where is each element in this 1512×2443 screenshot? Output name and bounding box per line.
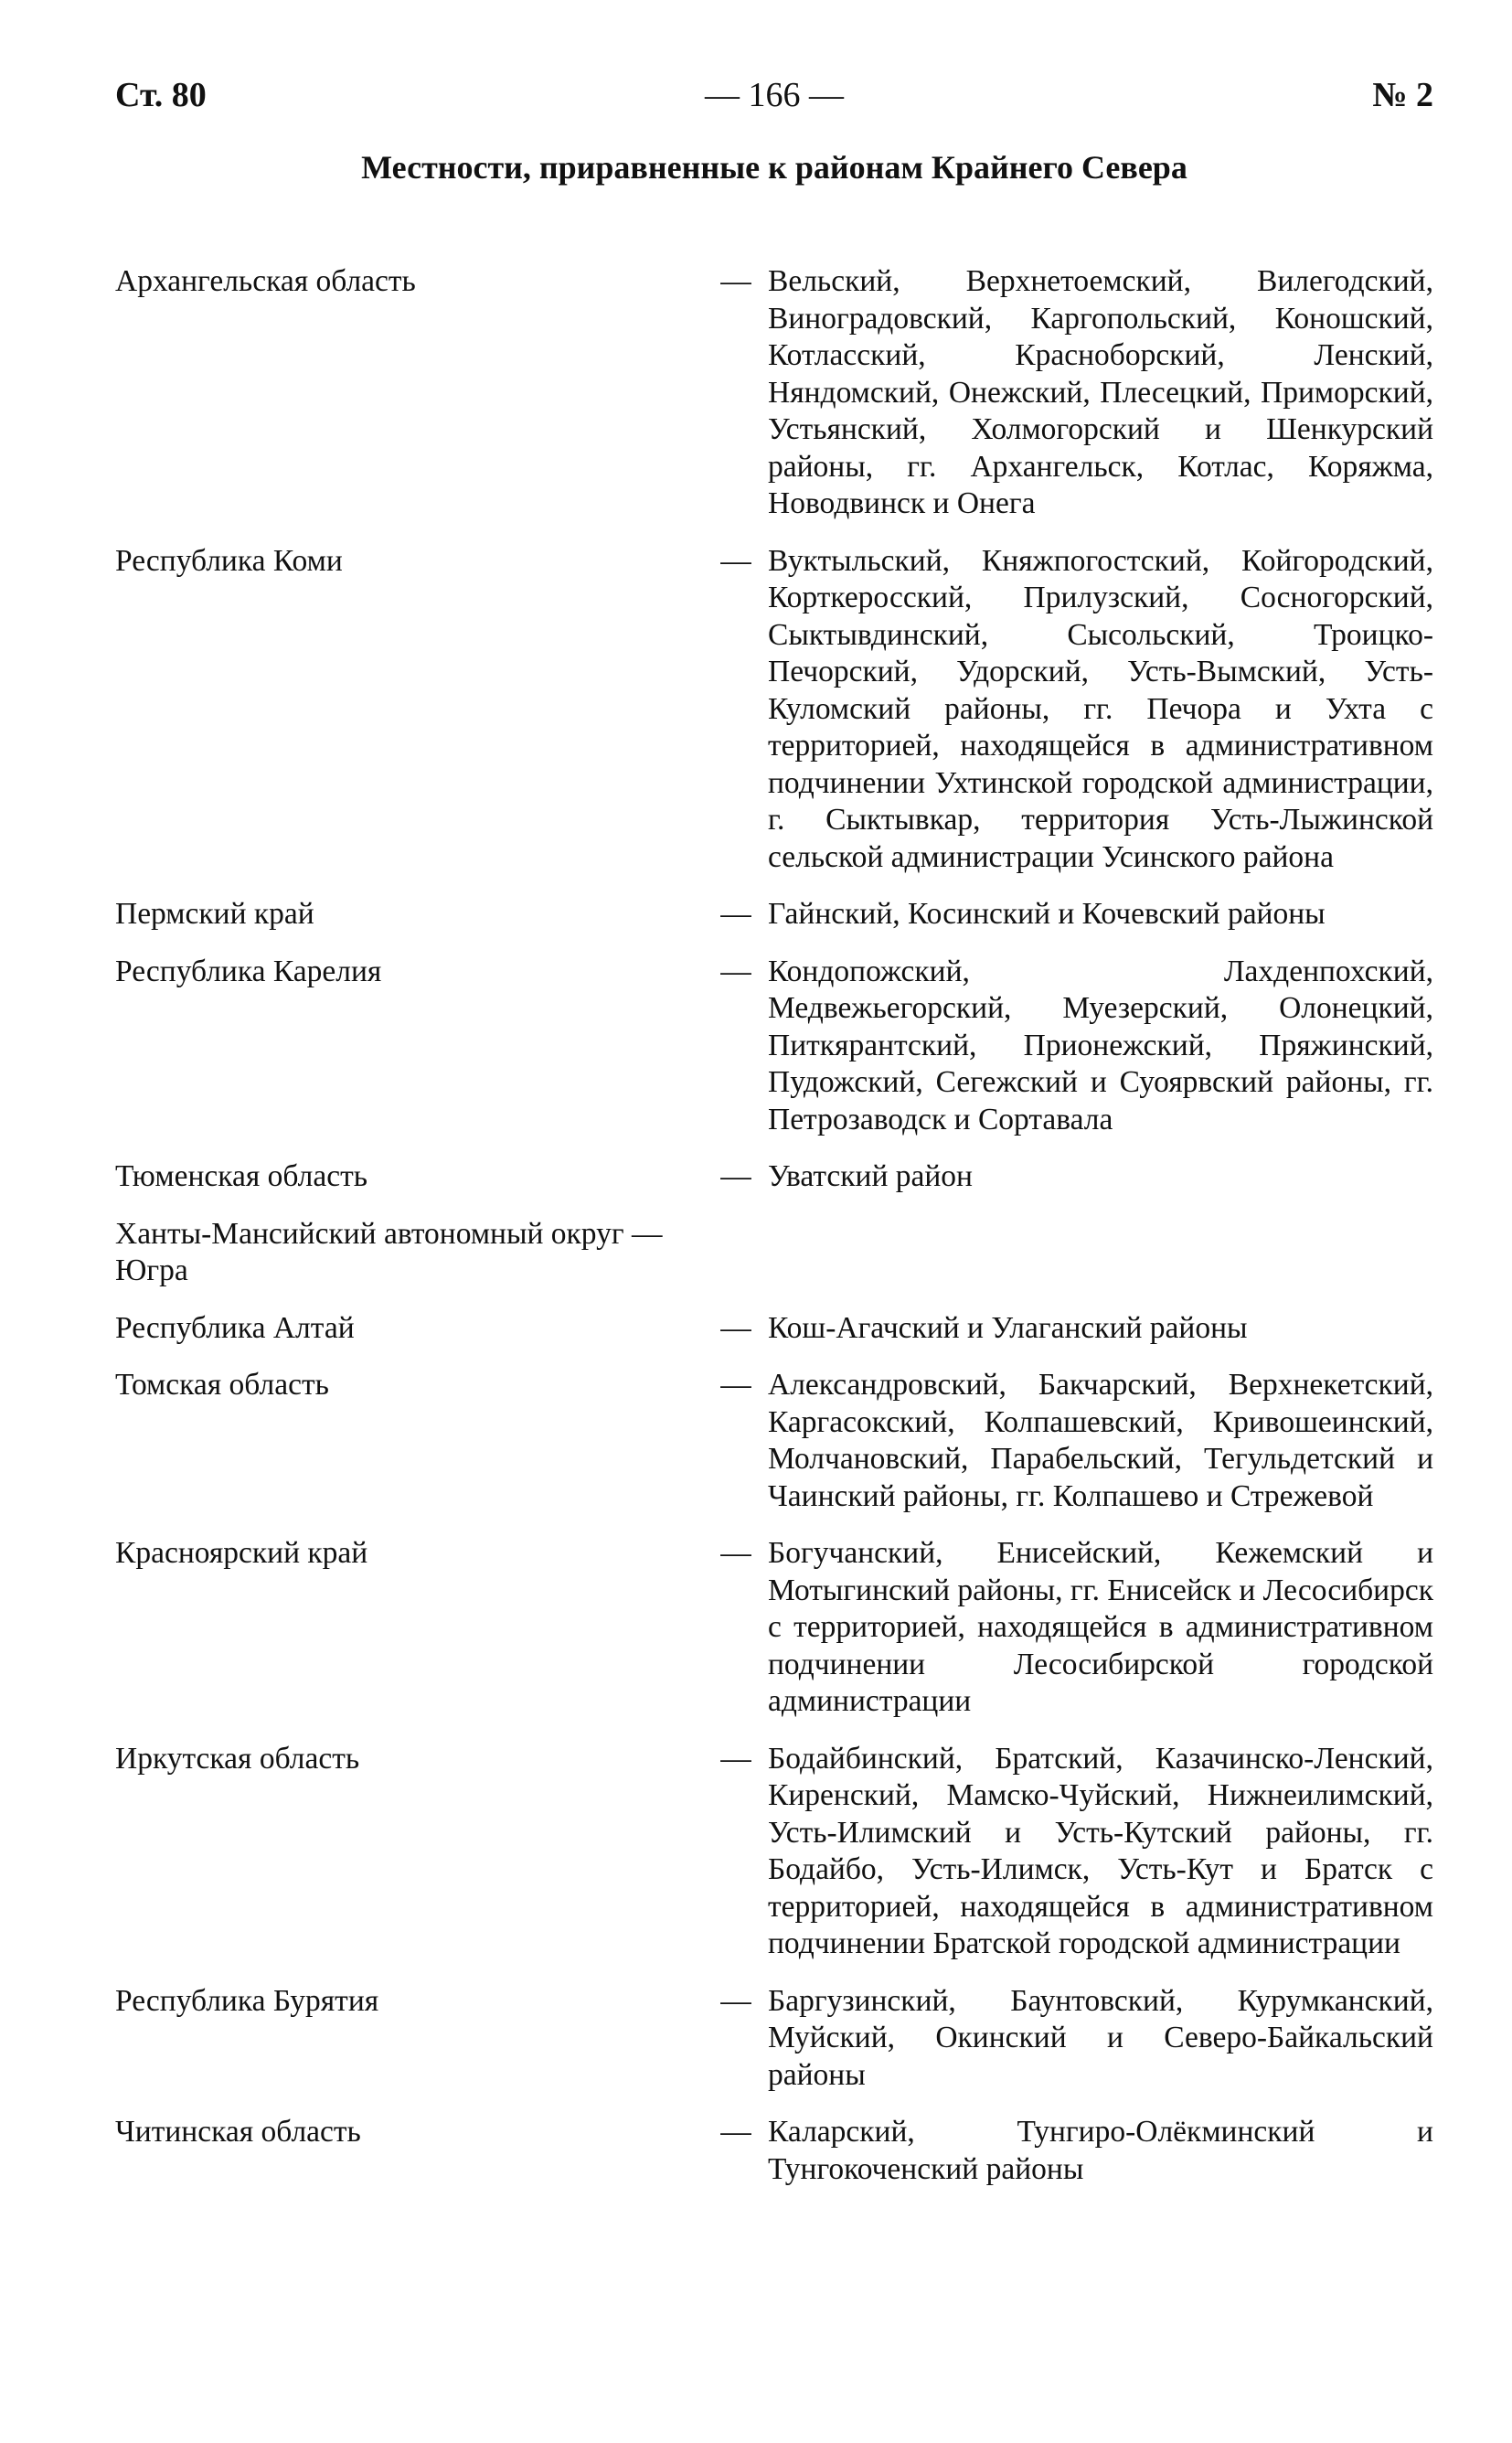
region-areas: Каларский, Тунгиро-Олёкминский и Тунгокоченский районы xyxy=(768,2115,1433,2186)
issue-number: № 2 xyxy=(1372,76,1433,114)
region-name: Республика Алтай xyxy=(115,1310,355,1345)
region-name: Иркутская область xyxy=(115,1741,360,1776)
region-name: Красноярский край xyxy=(115,1536,368,1570)
region-name: Пермский край xyxy=(115,897,314,931)
row-dash: — xyxy=(720,1536,751,1570)
region-row xyxy=(115,1535,1433,1721)
page-header xyxy=(115,75,1433,130)
region-areas: Бодайбинский, Братский, Казачинско-Ленский, Киренский, Мамско-Чуйский, Нижнеилимский, Усть-Илимский и Усть-Кутский районы, гг. Бодайбо, Усть-Илимск, Усть-Кут и Братск с территорией, находящейся в административном подчинении Братской городской администрации xyxy=(768,1741,1433,1960)
page-title: Местности, приравненные к районам Крайнего Севера xyxy=(361,149,1187,186)
region-name: Ханты-Мансийский автономный округ — Югра xyxy=(115,1216,663,1287)
region-row xyxy=(115,896,1433,933)
region-name: Архангельская область xyxy=(115,264,416,298)
region-name: Тюменская область xyxy=(115,1159,367,1193)
region-row xyxy=(115,1367,1433,1515)
row-dash: — xyxy=(720,2115,751,2149)
row-dash: — xyxy=(720,543,751,578)
region-areas: Уватский район xyxy=(768,1159,973,1193)
region-row xyxy=(115,1216,1433,1290)
region-name: Республика Коми xyxy=(115,543,343,578)
region-row xyxy=(115,1158,1433,1196)
region-name: Республика Бурятия xyxy=(115,1983,379,2018)
row-dash: — xyxy=(720,1310,751,1345)
region-areas: Баргузинский, Баунтовский, Курумканский, Муйский, Окинский и Северо-Байкальский районы xyxy=(768,1983,1433,2092)
row-dash: — xyxy=(720,1741,751,1776)
region-areas: Вуктыльский, Княжпогостский, Койгородский, Корткеросский, Прилузский, Сосногорский, Сыктывдинский, Сысольский, Троицко-Печорский, Удорский, Усть-Вымский, Усть-Куломский районы, гг. Печора и Ухта с территорией, находящейся в административном подчинении Ухтинской городской администрации, г. Сыктывкар, территория Усть-Лыжинской сельской администрации Усинского района xyxy=(768,543,1433,874)
region-row xyxy=(115,954,1433,1139)
regions-list xyxy=(115,263,1433,2208)
region-row xyxy=(115,2114,1433,2188)
region-row xyxy=(115,1983,1433,2095)
article-number: Ст. 80 xyxy=(115,76,207,114)
region-areas: Богучанский, Енисейский, Кежемский и Мотыгинский районы, гг. Енисейск и Лесосибирск с территорией, находящейся в административном подчинении Лесосибирской городской администрации xyxy=(768,1536,1433,1718)
row-dash: — xyxy=(720,897,751,931)
region-name: Читинская область xyxy=(115,2115,361,2149)
region-areas: Гайнский, Косинский и Кочевский районы xyxy=(768,897,1326,931)
row-dash: — xyxy=(720,954,751,988)
page-number: — 166 — xyxy=(705,76,844,114)
region-row xyxy=(115,263,1433,523)
region-areas: Вельский, Верхнетоемский, Вилегодский, Виноградовский, Каргопольский, Коношский, Котласский, Красноборский, Ленский, Няндомский, Онежский, Плесецкий, Приморский, Устьянский, Холмогорский и Шенкурский районы, гг. Архангельск, Котлас, Коряжма, Новодвинск и Онега xyxy=(768,264,1433,520)
region-areas: Кондопожский, Лахденпохский, Медвежьегорский, Муезерский, Олонецкий, Питкярантский, Прионежский, Пряжинский, Пудожский, Сегежский и Суоярвский районы, гг. Петрозаводск и Сортавала xyxy=(768,954,1433,1136)
row-dash: — xyxy=(720,1983,751,2018)
region-row xyxy=(115,1741,1433,1963)
region-name: Республика Карелия xyxy=(115,954,382,988)
region-areas: Александровский, Бакчарский, Верхнекетский, Каргасокский, Колпашевский, Кривошеинский, Молчановский, Парабельский, Тегульдетский и Чаинский районы, гг. Колпашево и Стрежевой xyxy=(768,1368,1433,1513)
row-dash: — xyxy=(720,264,751,298)
row-dash: — xyxy=(720,1159,751,1193)
region-row xyxy=(115,543,1433,877)
region-areas: Кош-Агачский и Улаганский районы xyxy=(768,1310,1248,1345)
row-dash: — xyxy=(720,1368,751,1402)
region-row xyxy=(115,1310,1433,1348)
region-name: Томская область xyxy=(115,1368,329,1402)
